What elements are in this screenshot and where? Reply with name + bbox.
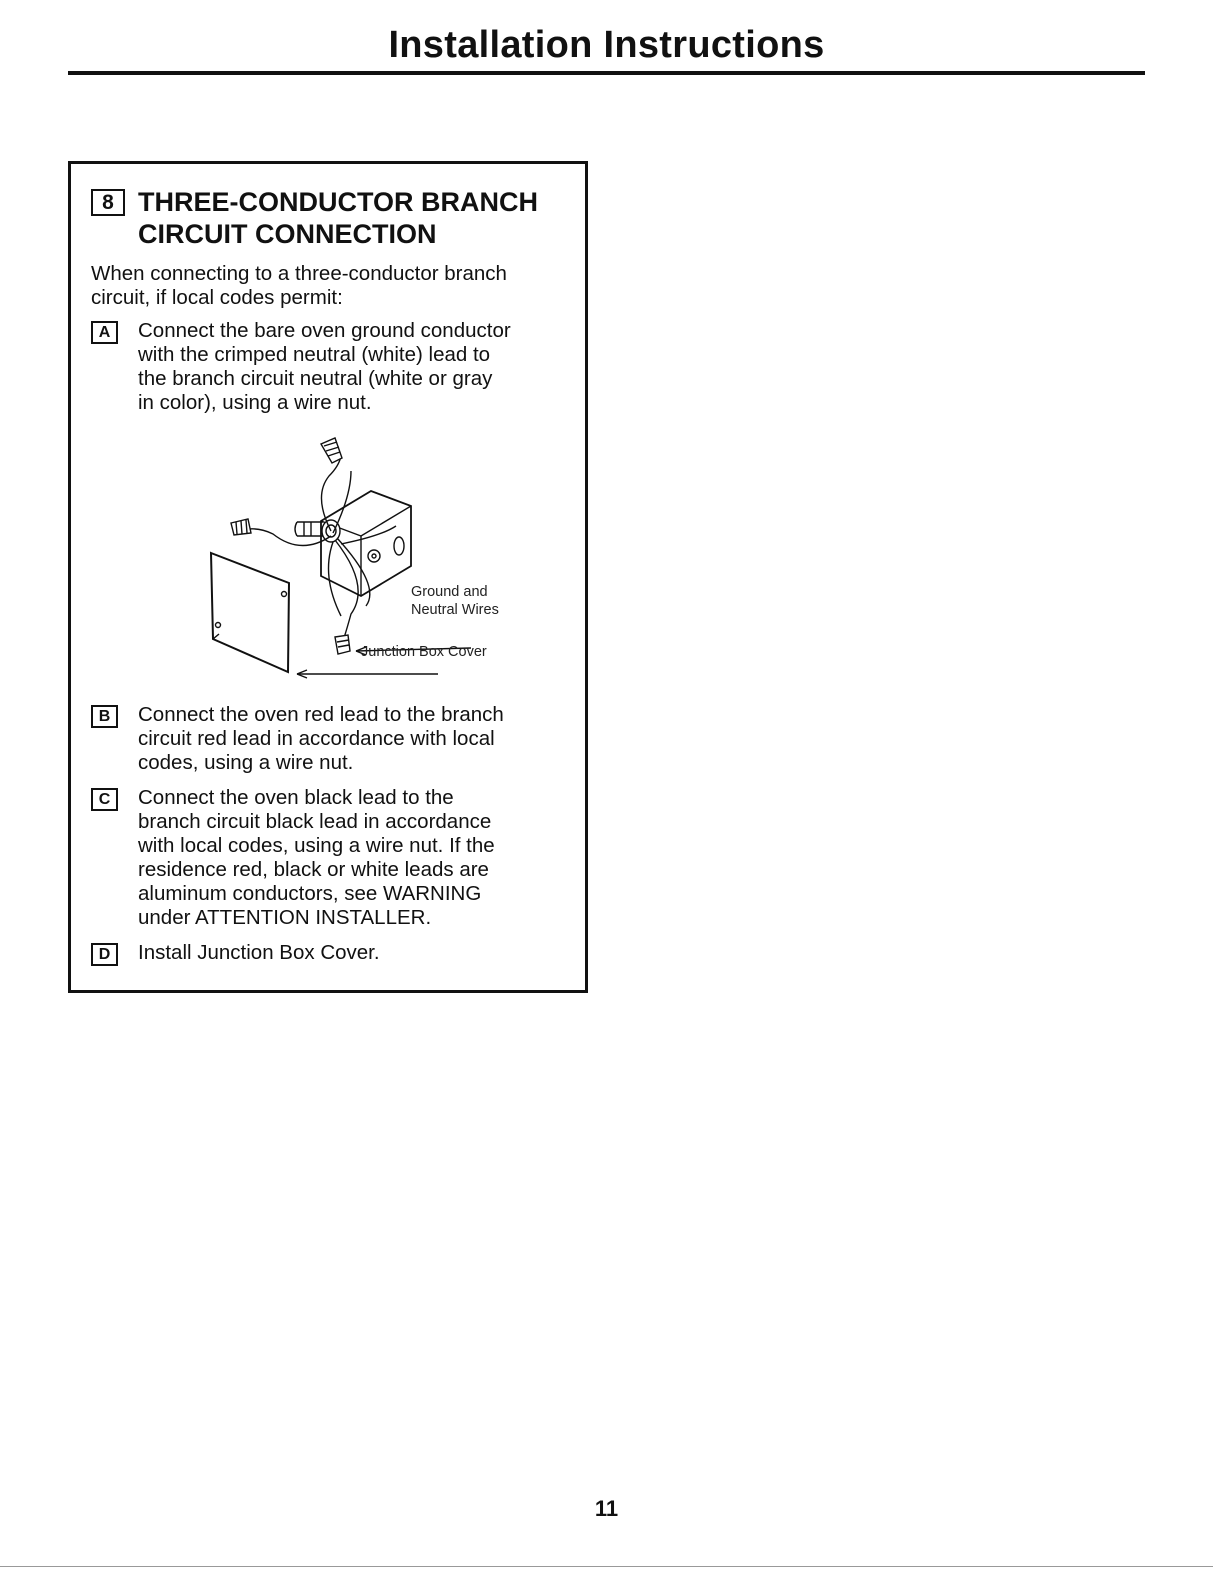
header-rule [68, 71, 1145, 75]
step-number-badge: 8 [91, 189, 125, 216]
label-line: Ground and [411, 584, 488, 600]
substep-line: Install Junction Box Cover. [138, 941, 380, 964]
substep-text [138, 941, 578, 965]
step-title-line: THREE-CONDUCTOR BRANCH [138, 187, 538, 217]
page-title: Installation Instructions [388, 24, 825, 66]
substep-line: under ATTENTION INSTALLER. [138, 906, 432, 929]
substep-letter-badge: D [91, 943, 118, 966]
substep-letter-badge: C [91, 788, 118, 811]
substep-line: in color), using a wire nut. [138, 391, 372, 414]
substep-line: circuit red lead in accordance with local [138, 727, 495, 750]
bottom-rule [0, 1566, 1213, 1567]
substep-text [138, 703, 578, 775]
junction-box-cover-label: Junction Box Cover [361, 644, 487, 660]
substep-line: with local codes, using a wire nut. If the [138, 834, 495, 857]
ground-neutral-label [411, 583, 499, 619]
instruction-panel [68, 161, 588, 993]
substep-text [138, 319, 578, 415]
label-line: Neutral Wires [411, 602, 499, 618]
substep-line: the branch circuit neutral (white or gray [138, 367, 493, 390]
substep-letter-badge: A [91, 321, 118, 344]
substep-line: Connect the oven black lead to the [138, 786, 454, 809]
substep-line: residence red, black or white leads are [138, 858, 489, 881]
intro-line: When connecting to a three-conductor branch [91, 262, 507, 285]
page-number: 11 [594, 1496, 619, 1521]
intro-paragraph [91, 262, 576, 310]
substep-line: branch circuit black lead in accordance [138, 810, 492, 833]
substep-line: Connect the oven red lead to the branch [138, 703, 504, 726]
substep-line: Connect the bare oven ground conductor [138, 319, 511, 342]
substep-text [138, 786, 578, 930]
substep-letter-badge: B [91, 705, 118, 728]
step-title [138, 186, 578, 250]
substep-line: aluminum conductors, see WARNING [138, 882, 482, 905]
substep-line: codes, using a wire nut. [138, 751, 354, 774]
substep-line: with the crimped neutral (white) lead to [138, 343, 491, 366]
step-title-line: CIRCUIT CONNECTION [138, 219, 437, 249]
intro-line: circuit, if local codes permit: [91, 286, 343, 309]
